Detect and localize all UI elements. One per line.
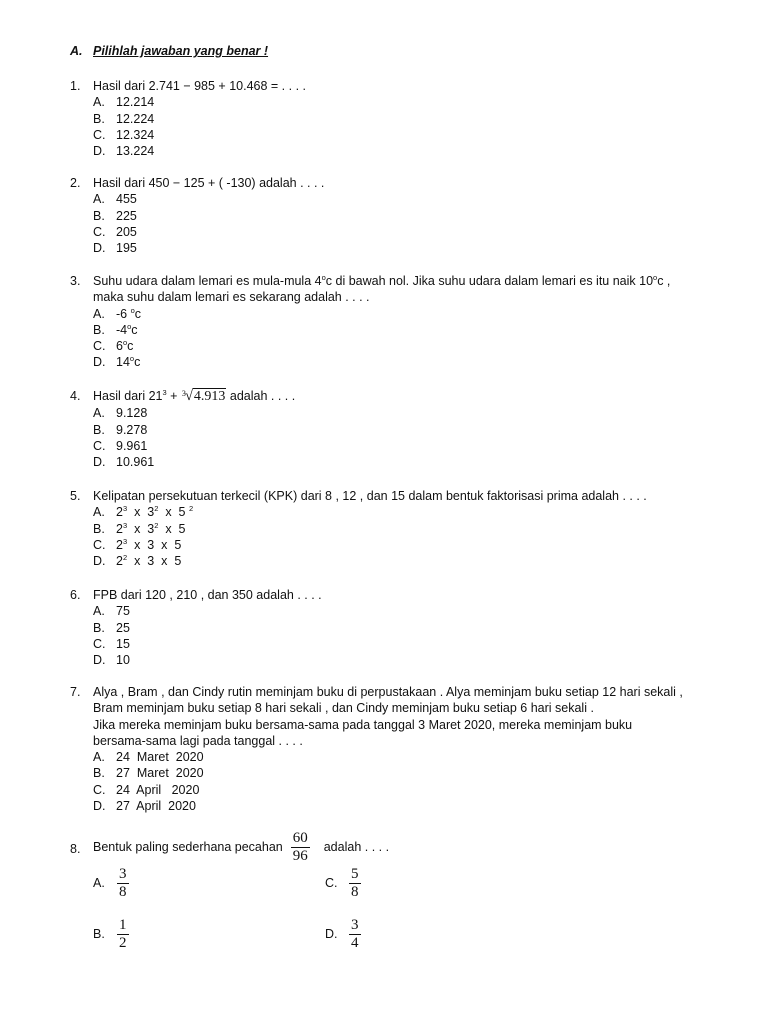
option-a[interactable]: A. 75 — [93, 604, 130, 619]
question-text: Hasil dari 2.741 − 985 + 10.468 = . . . . — [93, 79, 306, 93]
option-c[interactable]: C. $2^3$ x 3 x 5 — [93, 536, 182, 552]
option-c[interactable]: C. 205 — [93, 224, 137, 239]
option-a[interactable]: A. -6 $^o$c — [93, 305, 142, 321]
section-title: Pilihlah jawaban yang benar ! — [93, 44, 269, 58]
question-text: Suhu udara dalam lemari es mula-mula 4$^o$c di bawah nol. Jika suhu udara dalam lemari es itu naik 10$^o$c , — [93, 273, 671, 288]
question-number: 5. — [70, 489, 81, 503]
question-3 — [70, 273, 710, 371]
question-number: 6. — [70, 588, 81, 602]
option-d[interactable]: D. 10 — [93, 653, 130, 668]
option-b[interactable]: B. $\frac{1}{2}$ — [93, 917, 127, 951]
option-b[interactable]: B. $2^3$ x $3^2$ x 5 — [93, 520, 186, 536]
question-4 — [70, 388, 710, 470]
question-5 — [70, 488, 710, 569]
question-8 — [70, 830, 710, 960]
question-number: 7. — [70, 685, 81, 699]
fraction: $\frac{1}{2}$ — [119, 917, 127, 951]
option-c[interactable]: C. 12.324 — [93, 127, 155, 142]
question-text-line-2: Bram meminjam buku setiap 8 hari sekali , dan Cindy meminjam buku setiap 6 hari sekali . — [93, 701, 594, 716]
option-d[interactable]: D. 10.961 — [93, 455, 155, 470]
option-d[interactable]: D. $2^2$ x 3 x 5 — [93, 553, 182, 569]
question-number: 1. — [70, 79, 81, 93]
option-d[interactable]: D. $\frac{3}{4}$ — [325, 917, 359, 951]
option-b[interactable]: B. 25 — [93, 620, 130, 635]
option-a[interactable]: A. $2^3$ x $3^2$ x 5 $^2$ — [93, 504, 194, 520]
question-6 — [70, 587, 710, 668]
option-c[interactable]: C. 15 — [93, 636, 130, 651]
question-text-line-1: Alya , Bram , dan Cindy rutin meminjam buku di perpustakaan . Alya meminjam buku setiap 12 hari sekali , — [93, 685, 683, 699]
question-text: Hasil dari 450 − 125 + ( -130) adalah . . . . — [93, 176, 325, 190]
option-b[interactable]: B. 12.224 — [93, 111, 155, 126]
question-number: 2. — [70, 176, 81, 190]
fraction: $\frac{5}{8}$ — [351, 866, 359, 900]
question-text-line-3: Jika mereka meminjam buku bersama-sama pada tanggal 3 Maret 2020, mereka meminjam buku — [93, 717, 633, 732]
fraction: $\frac{3}{4}$ — [351, 917, 359, 951]
option-a[interactable]: A. 12.214 — [93, 95, 155, 110]
question-text: Kelipatan persekutuan terkecil (KPK) dari 8 , 12 , dan 15 dalam bentuk faktorisasi prima adalah . . . . — [93, 489, 647, 503]
option-d[interactable]: D. 14$^o$c — [93, 354, 141, 370]
question-2 — [70, 175, 710, 256]
question-number: 8. — [70, 842, 81, 856]
option-c[interactable]: C. 6$^o$c — [93, 338, 134, 354]
question-7 — [70, 684, 710, 814]
question-text: Bentuk paling sederhana pecahan $\frac{60}{96}$ adalah . . . . — [93, 830, 390, 864]
option-b[interactable]: B. 225 — [93, 208, 137, 223]
question-text-line-4: bersama-sama lagi pada tanggal . . . . — [93, 733, 303, 748]
option-c[interactable]: C. 9.961 — [93, 438, 148, 453]
section-letter: A. — [70, 44, 83, 58]
fraction: $\frac{3}{8}$ — [119, 866, 127, 900]
question-text-line-2: maka suhu dalam lemari es sekarang adalah . . . . — [93, 290, 370, 305]
question-text: Hasil dari $21^3$ + 3 √ 4.913 adalah . . . . — [93, 388, 296, 404]
option-c[interactable]: C. $\frac{5}{8}$ — [325, 866, 359, 900]
section-header — [70, 44, 268, 58]
option-b[interactable]: B. 9.278 — [93, 422, 148, 437]
question-1 — [70, 78, 710, 159]
cube-root: 3 √ 4.913 — [181, 388, 226, 404]
option-b[interactable]: B. 27 Maret 2020 — [93, 766, 204, 781]
fraction-60-96: $\frac{60}{96}$ — [292, 830, 308, 864]
question-number: 4. — [70, 389, 81, 403]
option-b[interactable]: B. -4$^o$c — [93, 321, 138, 337]
option-a[interactable]: A. 24 Maret 2020 — [93, 750, 204, 765]
option-d[interactable]: D. 27 April 2020 — [93, 799, 196, 814]
option-d[interactable]: D. 13.224 — [93, 144, 155, 159]
option-a[interactable]: A. 455 — [93, 192, 137, 207]
question-number: 3. — [70, 274, 81, 288]
option-a[interactable]: A. 9.128 — [93, 406, 148, 421]
question-text: FPB dari 120 , 210 , dan 350 adalah . . . . — [93, 588, 322, 602]
option-d[interactable]: D. 195 — [93, 241, 137, 256]
option-c[interactable]: C. 24 April 2020 — [93, 782, 200, 797]
option-a[interactable]: A. $\frac{3}{8}$ — [93, 866, 127, 900]
